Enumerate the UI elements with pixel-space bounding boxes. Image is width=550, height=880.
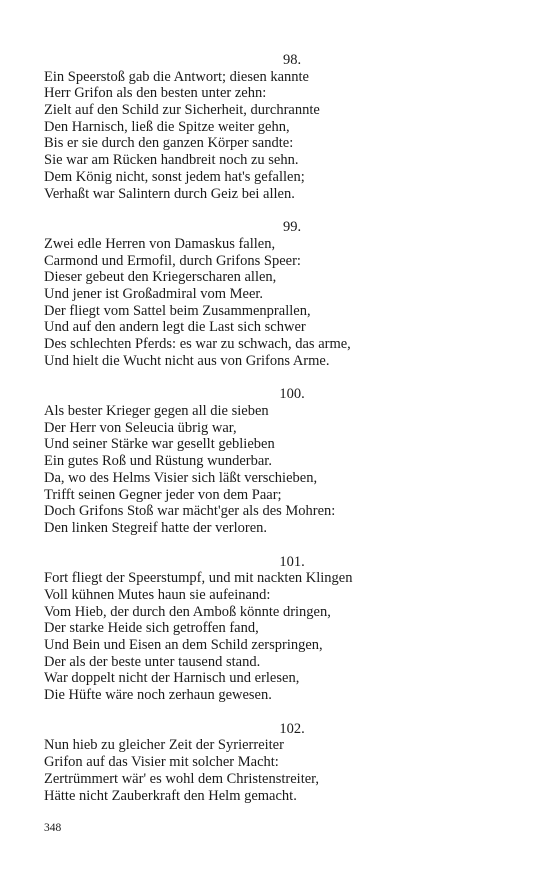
stanza-number: 101. [279,553,305,570]
verse-line: Da, wo des Helms Visier sich läßt verschieben, [44,469,318,486]
verse-line: Den linken Stegreif hatte der verloren. [44,519,268,536]
verse-line: Ein gutes Roß und Rüstung wunderbar. [44,453,272,470]
verse-line: Fort fliegt der Speerstumpf, und mit nackten Klingen [44,570,353,587]
verse-line: Der Herr von Seleucia übrig war, [44,419,237,436]
verse-line: Doch Grifons Stoß war mächt'ger als des Mohren: [44,503,336,520]
verse-line: Hätte nicht Zauberkraft den Helm gemacht. [44,787,297,804]
page-body [44,52,504,821]
verse-line: Sie war am Rücken handbreit noch zu sehn. [44,152,299,169]
verse-line: Zielt auf den Schild zur Sicherheit, durchrannte [44,102,320,119]
page-number: 348 [44,822,62,834]
stanza [44,554,504,704]
verse-line: Dem König nicht, sonst jedem hat's gefallen; [44,168,305,185]
verse-line: Ein Speerstoß gab die Antwort; diesen kannte [44,68,309,85]
stanza-number: 100. [279,386,305,403]
verse-line: Voll kühnen Mutes haun sie aufeinand: [44,586,271,603]
verse-line: Vom Hieb, der durch den Amboß könnte dringen, [44,603,331,620]
verse-line: Trifft seinen Gegner jeder von dem Paar; [44,486,282,503]
verse-line: Und hielt die Wucht nicht aus von Grifons Arme. [44,352,330,369]
verse-line: Grifon auf das Visier mit solcher Macht: [44,754,279,771]
verse-line: Und seiner Stärke war gesellt geblieben [44,436,275,453]
verse-line: Dieser gebeut den Kriegerscharen allen, [44,269,277,286]
stanza-list [44,52,504,804]
stanza-number: 98. [282,52,302,68]
verse-line: Der als der beste unter tausend stand. [44,653,261,670]
verse-line: Und Bein und Eisen an dem Schild zerspringen, [44,637,323,653]
verse-line: War doppelt nicht der Harnisch und erlesen, [44,670,300,687]
stanza [44,721,504,804]
verse-line: Die Hüfte wäre noch zerhaun gewesen. [44,687,272,704]
verse-line: Der fliegt vom Sattel beim Zusammenprallen, [44,302,311,319]
verse-line: Und auf den andern legt die Last sich schwer [44,319,306,336]
verse-line: Nun hieb zu gleicher Zeit der Syrierreiter [44,737,284,754]
verse-line: Zwei edle Herren von Damaskus fallen, [44,235,276,252]
stanza [44,219,504,369]
stanza [44,52,504,202]
verse-line: Der starke Heide sich getroffen fand, [44,620,259,637]
verse-line: Den Harnisch, ließ die Spitze weiter gehn, [44,118,290,135]
verse-line: Herr Grifon als den besten unter zehn: [44,85,267,102]
stanza-number: 102. [279,720,305,737]
verse-line: Des schlechten Pferds: es war zu schwach, das arme, [44,336,351,352]
verse-line: Verhaßt war Salintern durch Geiz bei allen. [44,185,295,202]
verse-line: Bis er sie durch den ganzen Körper sandte: [44,135,294,152]
verse-line: Zertrümmert wär' es wohl dem Christenstreiter, [44,770,320,787]
verse-line: Als bester Krieger gegen all die sieben [44,403,269,420]
verse-line: Und jener ist Großadmiral vom Meer. [44,285,264,302]
stanza [44,386,504,536]
verse-line: Carmond und Ermofil, durch Grifons Speer: [44,252,301,269]
stanza-number: 99. [282,219,302,236]
